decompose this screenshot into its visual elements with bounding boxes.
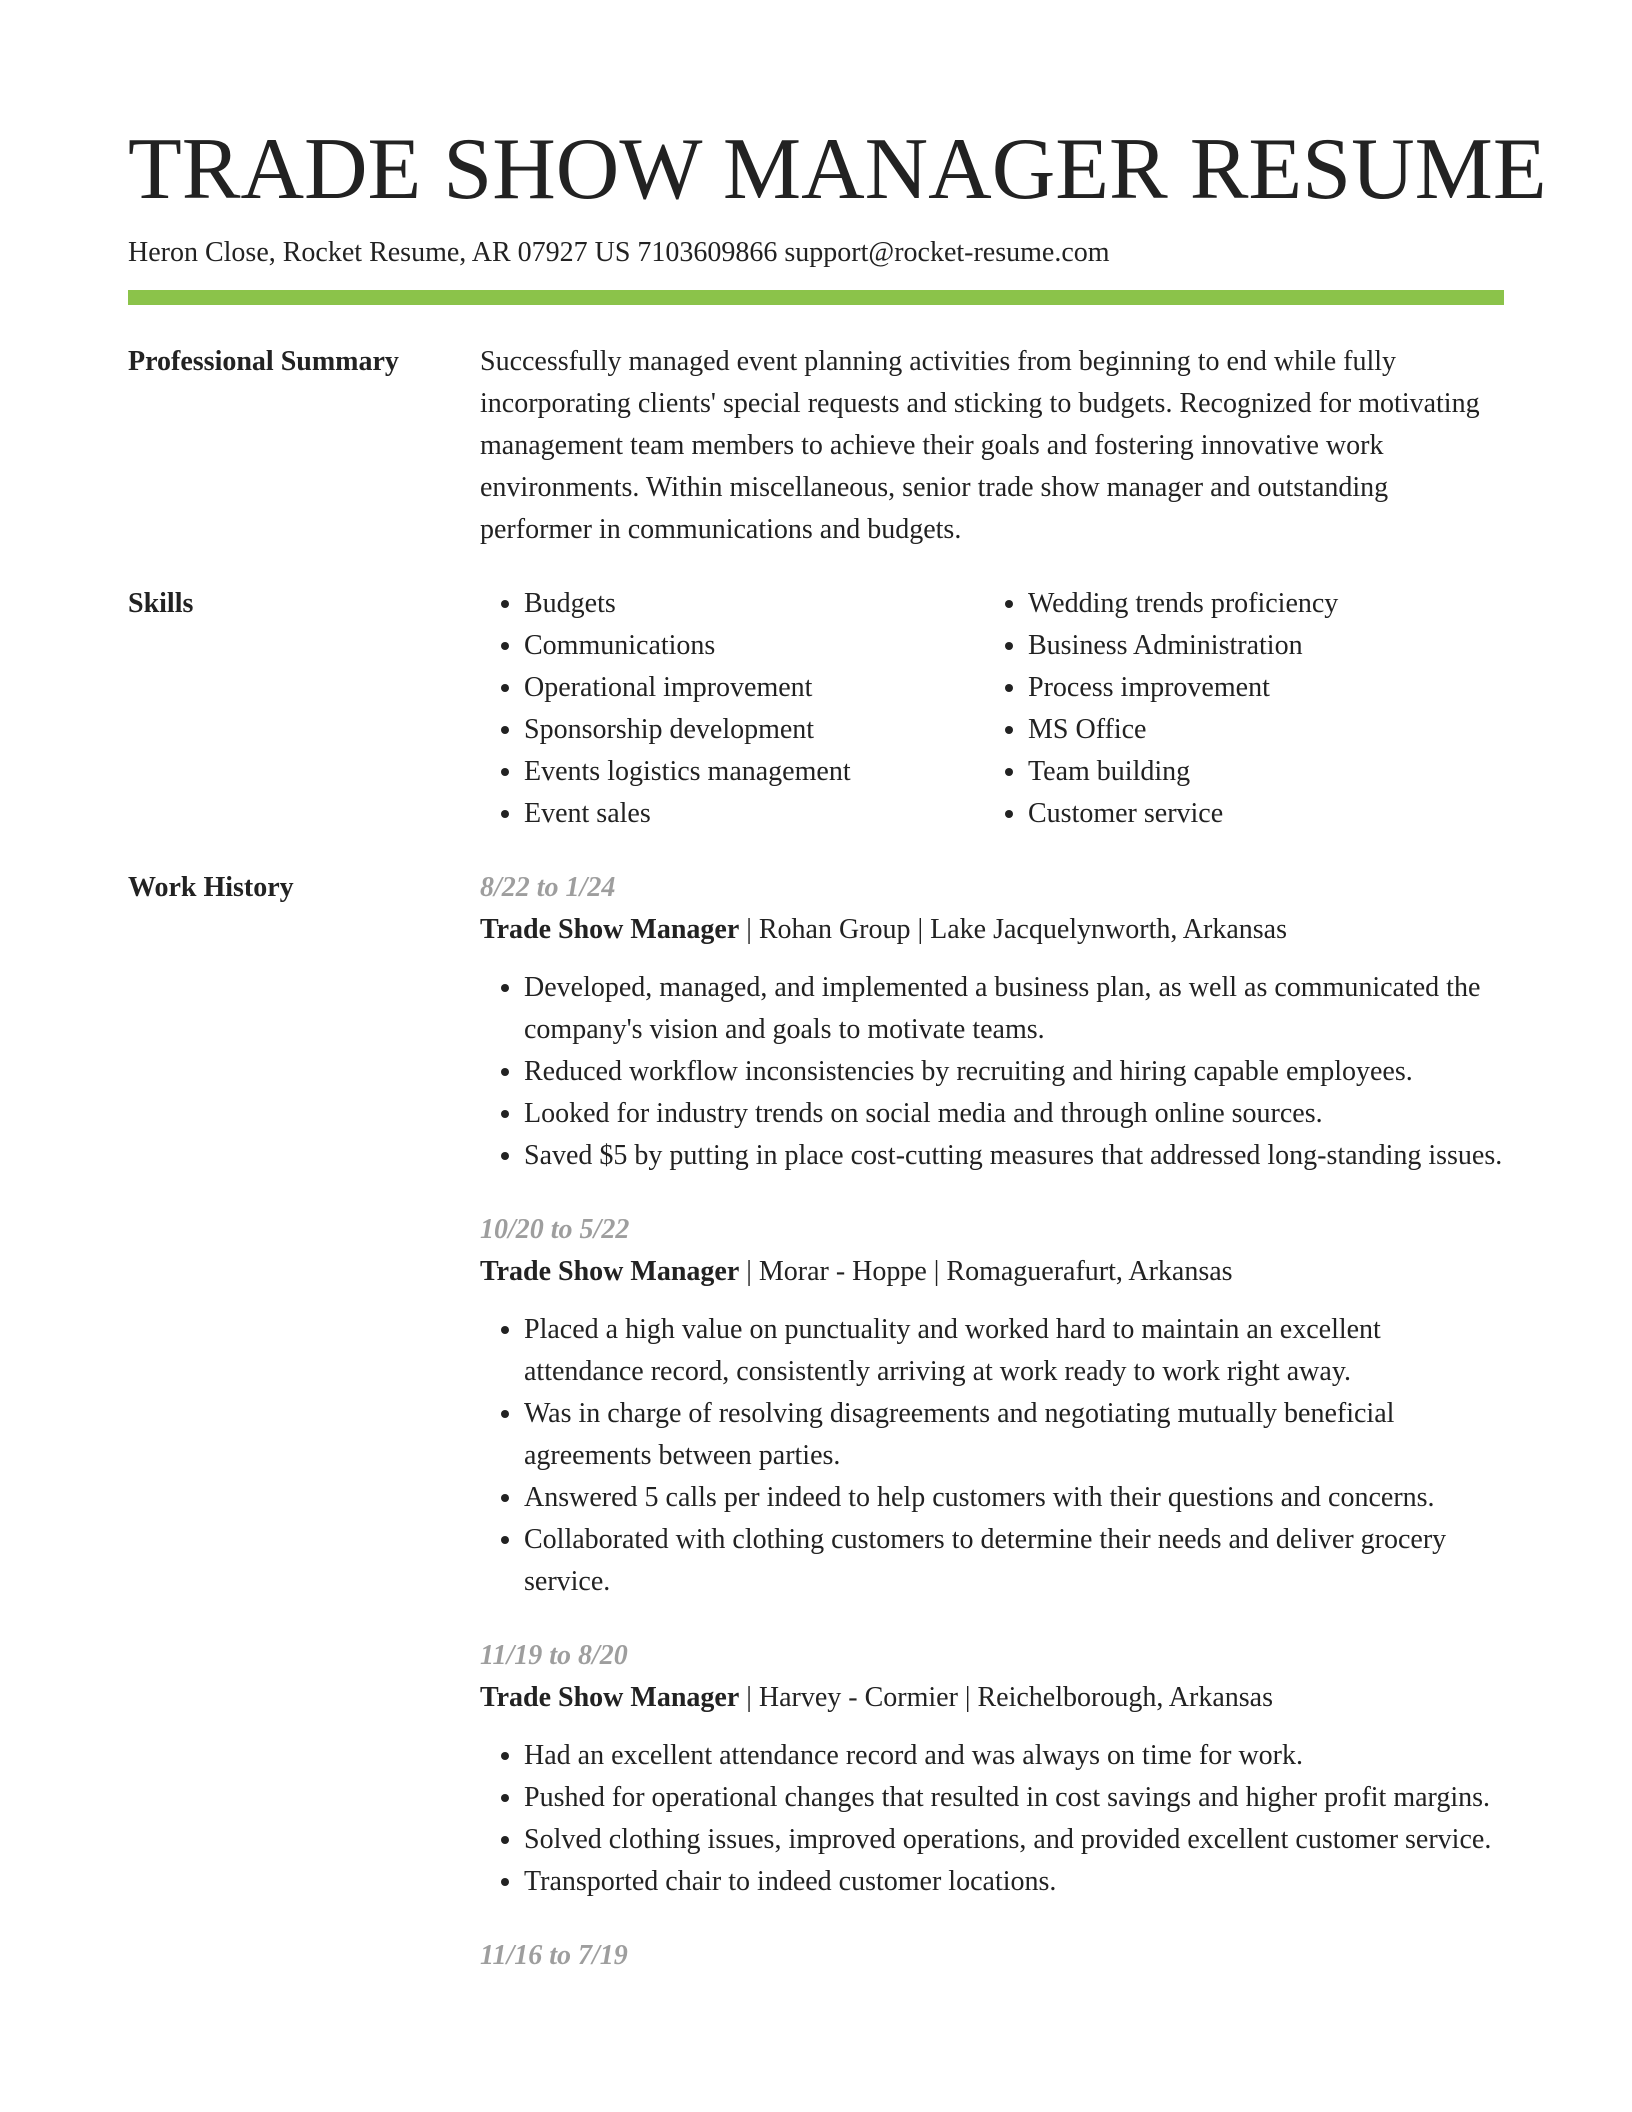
skill-item: • Team building	[1028, 751, 1488, 793]
job-duties	[480, 1309, 1504, 1603]
resume-title: TRADE SHOW MANAGER RESUME	[128, 121, 1547, 218]
skill-item: • Events logistics management	[524, 751, 984, 793]
job-dates: 11/19 to 8/20	[480, 1640, 628, 1671]
job-employer-location: | Harvey - Cormier | Reichelborough, Arkansas	[739, 1682, 1273, 1713]
job-employer-location: | Morar - Hoppe | Romaguerafurt, Arkansas	[739, 1256, 1233, 1287]
contact-line: Heron Close, Rocket Resume, AR 07927 US 7103609866 support@rocket-resume.com	[128, 237, 1110, 268]
job-duty: • Answered 5 calls per indeed to help customers with their questions and concerns.	[524, 1477, 1504, 1519]
skill-item: • Operational improvement	[524, 667, 984, 709]
job-duty: • Placed a high value on punctuality and worked hard to maintain an excellent attendance record, consistently arriving at work ready to work right away.	[524, 1309, 1504, 1393]
skill-item: • MS Office	[1028, 709, 1488, 751]
summary-section	[128, 341, 1504, 551]
job-duty: • Developed, managed, and implemented a business plan, as well as communicated the company's vision and goals to motivate teams.	[524, 967, 1504, 1051]
job-dates: 10/20 to 5/22	[480, 1214, 630, 1245]
skill-item: • Process improvement	[1028, 667, 1488, 709]
skills-heading: Skills	[128, 588, 194, 619]
job-header	[480, 1677, 1504, 1719]
job-title: Trade Show Manager	[480, 1256, 740, 1287]
job-duty: • Pushed for operational changes that resulted in cost savings and higher profit margins.	[524, 1777, 1504, 1819]
skill-item: • Budgets	[524, 583, 984, 625]
skill-item: • Wedding trends proficiency	[1028, 583, 1488, 625]
job-duties	[480, 967, 1504, 1177]
job-duty: • Solved clothing issues, improved operations, and provided excellent customer service.	[524, 1819, 1504, 1861]
job-title: Trade Show Manager	[480, 914, 740, 945]
job-dates: 11/16 to 7/19	[480, 1940, 628, 1971]
job-entry	[480, 1935, 1504, 1977]
job-entry	[480, 1635, 1504, 1903]
job-duty: • Saved $5 by putting in place cost-cutting measures that addressed long-standing issues.	[524, 1135, 1504, 1177]
skill-item: • Customer service	[1028, 793, 1488, 835]
job-employer-location: | Rohan Group | Lake Jacquelynworth, Arkansas	[739, 914, 1287, 945]
job-duty: • Transported chair to indeed customer locations.	[524, 1861, 1504, 1903]
skills-list-right	[984, 583, 1488, 835]
job-dates: 8/22 to 1/24	[480, 872, 616, 903]
job-title: Trade Show Manager	[480, 1682, 740, 1713]
skills-section	[128, 583, 1504, 835]
skill-item: • Communications	[524, 625, 984, 667]
resume-page	[128, 0, 1547, 2009]
job-duty: • Was in charge of resolving disagreements and negotiating mutually beneficial agreements between parties.	[524, 1393, 1504, 1477]
job-entry	[480, 867, 1504, 1177]
job-duty: • Reduced workflow inconsistencies by recruiting and hiring capable employees.	[524, 1051, 1504, 1093]
job-header	[480, 1251, 1504, 1293]
skill-item: • Event sales	[524, 793, 984, 835]
skill-item: • Business Administration	[1028, 625, 1488, 667]
accent-divider	[128, 290, 1504, 305]
job-duties	[480, 1735, 1504, 1903]
job-duty: • Collaborated with clothing customers to determine their needs and deliver grocery service.	[524, 1519, 1504, 1603]
job-duty: • Looked for industry trends on social media and through online sources.	[524, 1093, 1504, 1135]
job-header	[480, 909, 1504, 951]
skills-list-left	[480, 583, 984, 835]
work-history-heading: Work History	[128, 872, 294, 903]
work-history-section	[128, 867, 1504, 2009]
job-entry	[480, 1209, 1504, 1603]
skill-item: • Sponsorship development	[524, 709, 984, 751]
job-duty: • Had an excellent attendance record and was always on time for work.	[524, 1735, 1504, 1777]
summary-heading: Professional Summary	[128, 346, 399, 377]
summary-text: Successfully managed event planning activities from beginning to end while fully incorporating clients' special requests and sticking to budgets. Recognized for motivating management team members to achieve their goals and fostering innovative work environments. Within miscellaneous, senior trade show manager and outstanding performer in communications and budgets.	[480, 346, 1480, 545]
